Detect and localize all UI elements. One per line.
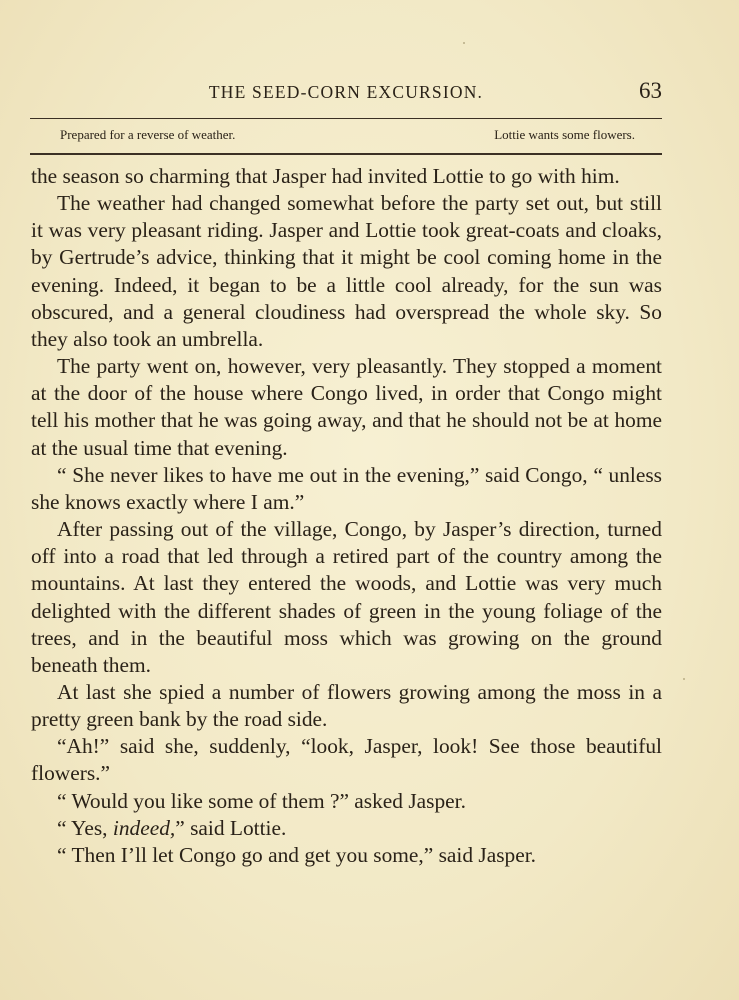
paragraph: The weather had changed somewhat before the party set out, but still it was very pleasant riding. Jasper and Lottie took great-coats and cloaks, by Gertrude’s advice, thinking that it might be cool coming home in the evening. Indeed, it began to be a little cool already, for the sun was obscured, and a general cloudiness had overspread the whole sky. So they also took an umbrella. xyxy=(31,191,662,351)
paper-speck xyxy=(463,42,465,44)
sidenote-left: Prepared for a reverse of weather. xyxy=(60,127,236,142)
paragraph-dialogue: “ Would you like some of them ?” asked Jasper. xyxy=(57,788,466,813)
paragraph-continued: the season so charming that Jasper had invited Lottie to go with him. xyxy=(31,164,620,188)
sidenote-right: Lottie wants some flowers. xyxy=(494,127,635,142)
paragraph-dialogue xyxy=(31,815,662,842)
paragraph-dialogue: “Ah!” said she, suddenly, “look, Jasper, look! See those beautiful flowers.” xyxy=(31,734,662,786)
paper-speck xyxy=(683,678,685,680)
paragraph-dialogue: “ She never likes to have me out in the evening,” said Congo, “ unless she knows exactly where I am.” xyxy=(31,462,662,514)
paragraph: After passing out of the village, Congo, by Jasper’s direction, turned off into a road that led through a retired part of the country among the mountains. At last they entered the woods, and Lottie was very much delighted with the different shades of green in the young foliage of the trees, and in the beautiful moss which was growing on the ground beneath them. xyxy=(31,517,662,677)
paragraph: The party went on, however, very pleasantly. They stopped a moment at the door of the house where Congo lived, in order that Congo might tell his mother that he was going away, and that he should not be at home at the usual time that evening. xyxy=(31,354,662,460)
dialogue-open: “ Yes, xyxy=(57,815,113,840)
header-rule-top xyxy=(30,118,662,119)
paragraph-dialogue: “ Then I’ll let Congo go and get you some,” said Jasper. xyxy=(57,842,537,867)
dialogue-close: ” said Lottie. xyxy=(175,815,287,840)
page-number: 63 xyxy=(639,78,662,103)
paragraph: At last she spied a number of flowers growing among the moss in a pretty green bank by the road side. xyxy=(31,679,662,732)
chapter-title: THE SEED-CORN EXCURSION. xyxy=(208,82,484,102)
running-head xyxy=(30,78,662,108)
header-rule-bottom xyxy=(30,153,662,155)
body-text xyxy=(31,163,662,869)
italic-word: indeed, xyxy=(112,815,176,840)
